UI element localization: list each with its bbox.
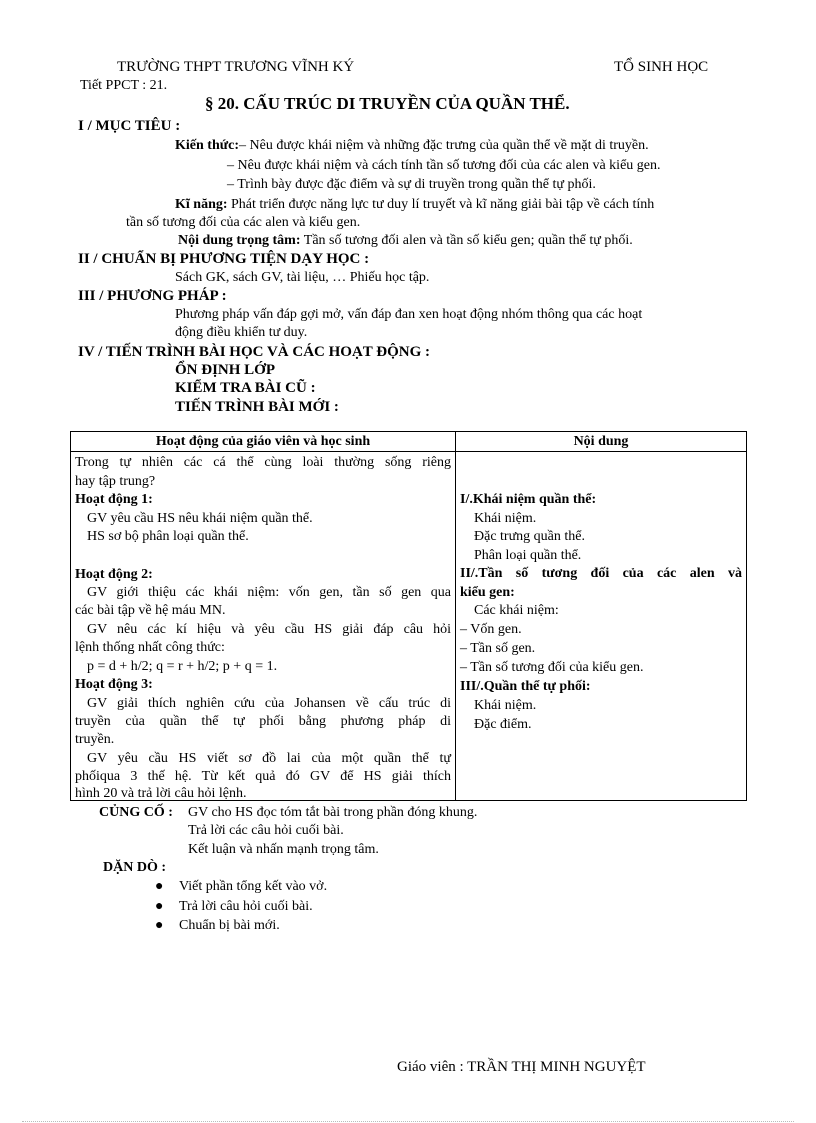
- homework-item: [155, 917, 163, 935]
- process-step-2: KIỂM TRA BÀI CŨ :: [175, 380, 316, 396]
- focus-label: Nội dung trọng tâm:: [178, 233, 301, 248]
- table-header-row: [71, 432, 747, 452]
- focus-text: Tần số tương đối alen và tần số kiểu gen; quần thể tự phối.: [303, 233, 633, 248]
- formula-line: p = d + h/2; q = r + h/2; p + q = 1.: [87, 659, 278, 674]
- activity-3-line-4: GV yêu cầu HS viết sơ đồ lai của một quần thể tự: [87, 751, 451, 766]
- activity-3-line-2: truyền của quần thể tự phối bằng phương pháp di: [75, 714, 451, 729]
- knowledge-line-3: – Trình bày được đặc điểm và sự di truyền trong quần thể tự phối.: [227, 177, 596, 192]
- activity-2-line-3: GV nêu các kí hiệu và yêu cầu HS giải đáp câu hỏi: [87, 622, 451, 637]
- activity-2-line-2: các bài tập về hệ máu MN.: [75, 603, 226, 618]
- process-step-1: ỔN ĐỊNH LỚP: [175, 362, 276, 378]
- activity-3-line-1: GV giải thích nghiên cứu của Johansen về cấu trúc di: [87, 696, 451, 711]
- homework-item-3: Chuẩn bị bài mới.: [179, 918, 280, 933]
- lesson-table: [70, 431, 747, 801]
- table-row: [71, 452, 747, 801]
- preparation-heading: II / CHUẨN BỊ PHƯƠNG TIỆN DẠY HỌC :: [78, 251, 370, 267]
- knowledge-text-1: – Nêu được khái niệm và những đặc trưng của quần thể về mặt di truyền.: [239, 138, 649, 153]
- column-header-content: Nội dung: [456, 432, 747, 452]
- consolidation-line-1: GV cho HS đọc tóm tắt bài trong phần đóng khung.: [188, 805, 478, 820]
- section-1-item-2: Đặc trưng quần thể.: [474, 529, 585, 544]
- knowledge-line-1: [175, 137, 649, 155]
- question-line-1: Trong tự nhiên các cá thể cùng loài thường sống riêng: [75, 455, 451, 470]
- bullet-dot-icon: ●: [155, 879, 164, 894]
- school-name: TRƯỜNG THPT TRƯƠNG VĨNH KÝ: [117, 59, 355, 75]
- activity-1-title: Hoạt động 1:: [75, 492, 153, 507]
- page-bottom-divider: [22, 1121, 794, 1122]
- skills-label: Kĩ năng:: [175, 197, 228, 212]
- process-heading: IV / TIẾN TRÌNH BÀI HỌC VÀ CÁC HOẠT ĐỘNG :: [78, 344, 431, 360]
- skills-text-1: Phát triển được năng lực tư duy lí truyết và kĩ năng giải bài tập về cách tính: [231, 197, 655, 212]
- section-1-item-1: Khái niệm.: [474, 511, 537, 526]
- section-1-item-3: Phân loại quần thể.: [474, 548, 582, 563]
- homework-item-2: Trả lời câu hỏi cuối bài.: [179, 899, 313, 914]
- skills-line-1: [175, 196, 654, 214]
- section-3-item-1: Khái niệm.: [474, 698, 537, 713]
- objectives-heading: I / MỤC TIÊU :: [78, 118, 181, 134]
- homework-item: [155, 878, 163, 896]
- homework-item-1: Viết phần tổng kết vào vở.: [179, 879, 328, 894]
- process-step-3: TIẾN TRÌNH BÀI MỚI :: [175, 399, 339, 415]
- method-line-2: động điều khiển tư duy.: [175, 325, 308, 340]
- section-1-title: I/.Khái niệm quần thể:: [460, 492, 597, 507]
- lesson-number: Tiết PPCT : 21.: [80, 78, 168, 93]
- page-title: § 20. CẤU TRÚC DI TRUYỀN CỦA QUẦN THỂ.: [205, 94, 570, 113]
- section-2-title-line-2: kiểu gen:: [460, 585, 515, 600]
- activity-2-line-4: lệnh thống nhất công thức:: [75, 640, 225, 655]
- section-2-item-2: – Tần số gen.: [460, 641, 536, 656]
- content-cell: [456, 452, 747, 801]
- question-line-2: hay tập trung?: [75, 474, 156, 489]
- homework-label: DẶN DÒ :: [103, 860, 166, 875]
- method-heading: III / PHƯƠNG PHÁP :: [78, 288, 227, 304]
- section-2-item-1: – Vốn gen.: [460, 622, 522, 637]
- activity-3-line-5: phốiqua 3 thế hệ. Từ kết quả đó GV để HS giải thích: [75, 769, 451, 784]
- consolidation-line-3: Kết luận và nhấn mạnh trọng tâm.: [188, 842, 379, 857]
- activity-1-line-2: HS sơ bộ phân loại quần thể.: [87, 529, 249, 544]
- activities-cell: [71, 452, 456, 801]
- bullet-dot-icon: ●: [155, 899, 164, 914]
- consolidation-line-2: Trả lời các câu hỏi cuối bài.: [188, 823, 344, 838]
- section-2-title-line-1: II/.Tần số tương đối của các alen và: [460, 566, 742, 581]
- homework-item: [155, 898, 163, 916]
- skills-line-2: tần số tương đối của các alen và kiểu gen.: [126, 215, 361, 230]
- knowledge-line-2: – Nêu được khái niệm và cách tính tần số tương đối của các alen và kiểu gen.: [227, 158, 661, 173]
- activity-3-title: Hoạt động 3:: [75, 677, 153, 692]
- activity-2-line-1: GV giới thiệu các khái niệm: vốn gen, tần số gen qua: [87, 585, 451, 600]
- teacher-signature: Giáo viên : TRẦN THỊ MINH NGUYỆT: [397, 1059, 646, 1075]
- department-name: TỔ SINH HỌC: [614, 59, 709, 75]
- activity-3-line-6: hình 20 và trả lời câu hỏi lệnh.: [75, 786, 247, 801]
- column-header-activities: Hoạt động của giáo viên và học sinh: [71, 432, 456, 452]
- activity-1-line-1: GV yêu cầu HS nêu khái niệm quần thể.: [87, 511, 313, 526]
- section-2-intro: Các khái niệm:: [474, 603, 559, 618]
- section-3-title: III/.Quần thể tự phối:: [460, 679, 591, 694]
- activity-2-title: Hoạt động 2:: [75, 567, 153, 582]
- focus-line: [178, 232, 633, 250]
- bullet-dot-icon: ●: [155, 918, 164, 933]
- knowledge-label: Kiến thức:: [175, 138, 240, 153]
- activity-3-line-3: truyền.: [75, 732, 115, 747]
- section-2-item-3: – Tần số tương đối của kiểu gen.: [460, 660, 644, 675]
- consolidation-label: CỦNG CỐ :: [99, 805, 173, 820]
- method-line-1: Phương pháp vấn đáp gợi mở, vấn đáp đan xen hoạt động nhóm thông qua các hoạt: [175, 307, 643, 322]
- preparation-text: Sách GK, sách GV, tài liệu, … Phiếu học tập.: [175, 270, 430, 285]
- section-3-item-2: Đặc điểm.: [474, 717, 532, 732]
